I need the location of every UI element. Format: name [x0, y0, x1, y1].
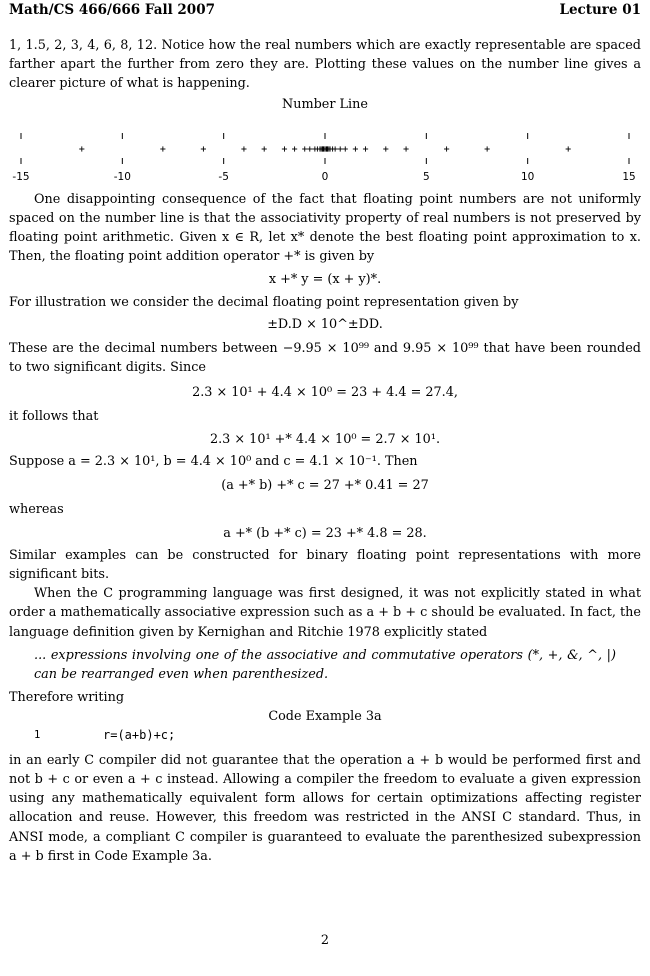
point-marker: [353, 146, 358, 151]
paragraph-illustration: For illustration we consider the decimal floating point representation given by: [9, 294, 519, 310]
course-title: Math/CS 466/666 Fall 2007: [9, 2, 215, 18]
code-line-number: 1: [34, 728, 41, 741]
paragraph-intro: 1, 1.5, 2, 3, 4, 6, 8, 12. Notice how the real numbers which are exactly representable are spaced farther apart the further from zero they are. Plotting these values on the number line gives a clearer picture of what is happening.: [9, 38, 641, 92]
tick-label: -10: [113, 170, 131, 183]
point-marker: [363, 146, 368, 151]
paragraph-suppose: Suppose a = 2.3 × 10¹, b = 4.4 × 10⁰ and c = 4.1 × 10⁻¹. Then: [9, 453, 418, 469]
equation-fp-add: x +* y = (x + y)*.: [268, 272, 382, 288]
figure-title: Number Line: [282, 96, 368, 112]
page-number: 2: [320, 933, 330, 948]
number-line-chart: [0, 94, 650, 190]
paragraph-similar: Similar examples can be constructed for binary floating point representations with more significant bits.: [9, 547, 641, 582]
paragraph-c-language: When the C programming language was first designed, it was not explicitly stated in what order a mathematically associative expression such as a + b + c should be evaluated. In fact, the language definition given by Kernighan and Ritchie 1978 explicitly stated: [9, 586, 641, 640]
tick-label: -15: [12, 170, 30, 183]
equation-representation: ±D.D × 10^±DD.: [267, 316, 383, 332]
lecture-label: Lecture 01: [559, 2, 641, 18]
code-example-caption: Code Example 3a: [268, 709, 382, 725]
equation-fp-sum: 2.3 × 10¹ +* 4.4 × 10⁰ = 2.7 × 10¹.: [209, 431, 441, 447]
paragraph-therefore: Therefore writing: [9, 690, 125, 706]
point-marker: [338, 146, 343, 151]
paragraph-whereas: whereas: [9, 502, 64, 518]
tick-label: -5: [218, 170, 229, 183]
tick-label: 15: [622, 170, 636, 183]
point-marker: [383, 146, 388, 151]
tick-label: 5: [422, 170, 430, 183]
page-header: [9, 2, 641, 22]
paragraph-range: These are the decimal numbers between −9.95 × 10⁹⁹ and 9.95 × 10⁹⁹ that have been rounded to two significant digits. Since: [9, 341, 641, 376]
paragraph-follows: it follows that: [9, 408, 99, 424]
tick-label: 0: [321, 170, 329, 183]
code-statement: r=(a+b)+c;: [103, 727, 176, 742]
point-marker: [241, 146, 246, 151]
point-marker: [302, 146, 307, 151]
point-marker: [201, 146, 206, 151]
equation-sum: 2.3 × 10¹ + 4.4 × 10⁰ = 23 + 4.4 = 27.4,: [192, 385, 458, 401]
number-line-figure: [0, 94, 650, 190]
page-body: [0, 36, 650, 866]
point-marker: [444, 146, 449, 151]
kernighan-ritchie-quote: ... expressions involving one of the associative and commutative operators (*, +, &, ^, |) can be rearranged even when parenthesized.: [34, 647, 616, 682]
point-marker: [79, 146, 84, 151]
paragraph-associativity: One disappointing consequence of the fact that floating point numbers are not uniformly spaced on the number line is that the associativity property of real numbers is not preserved by floating point arithmetic. Given x ∈ R, let x* denote the best floating point approximation to x. Then, the floating point addition operator +* is given by: [9, 191, 641, 265]
point-marker: [292, 146, 297, 151]
equation-right-assoc: a +* (b +* c) = 23 +* 4.8 = 28.: [223, 525, 427, 541]
point-marker: [343, 146, 348, 151]
point-marker: [485, 146, 490, 151]
point-marker: [566, 146, 571, 151]
point-marker: [333, 146, 338, 151]
point-marker: [262, 146, 267, 151]
tick-label: 10: [520, 170, 535, 183]
point-marker: [160, 146, 165, 151]
code-example-line: [0, 727, 650, 746]
point-marker: [403, 146, 408, 151]
point-marker: [307, 146, 312, 151]
equation-left-assoc: (a +* b) +* c = 27 +* 0.41 = 27: [221, 478, 429, 494]
point-marker: [282, 146, 287, 151]
paragraph-early-compiler: in an early C compiler did not guarantee that the operation a + b would be performed first and not b + c or even a + c instead. Allowing a compiler the freedom to evaluate a given expression using any mathematically equivalent form allows for certain optimizations affecting register allocation and reuse. However, this freedom was restricted in the ANSI C standard. Thus, in ANSI mode, a compliant C compiler is guaranteed to evaluate the parenthesized subexpression a + b first in Code Example 3a.: [9, 752, 641, 864]
